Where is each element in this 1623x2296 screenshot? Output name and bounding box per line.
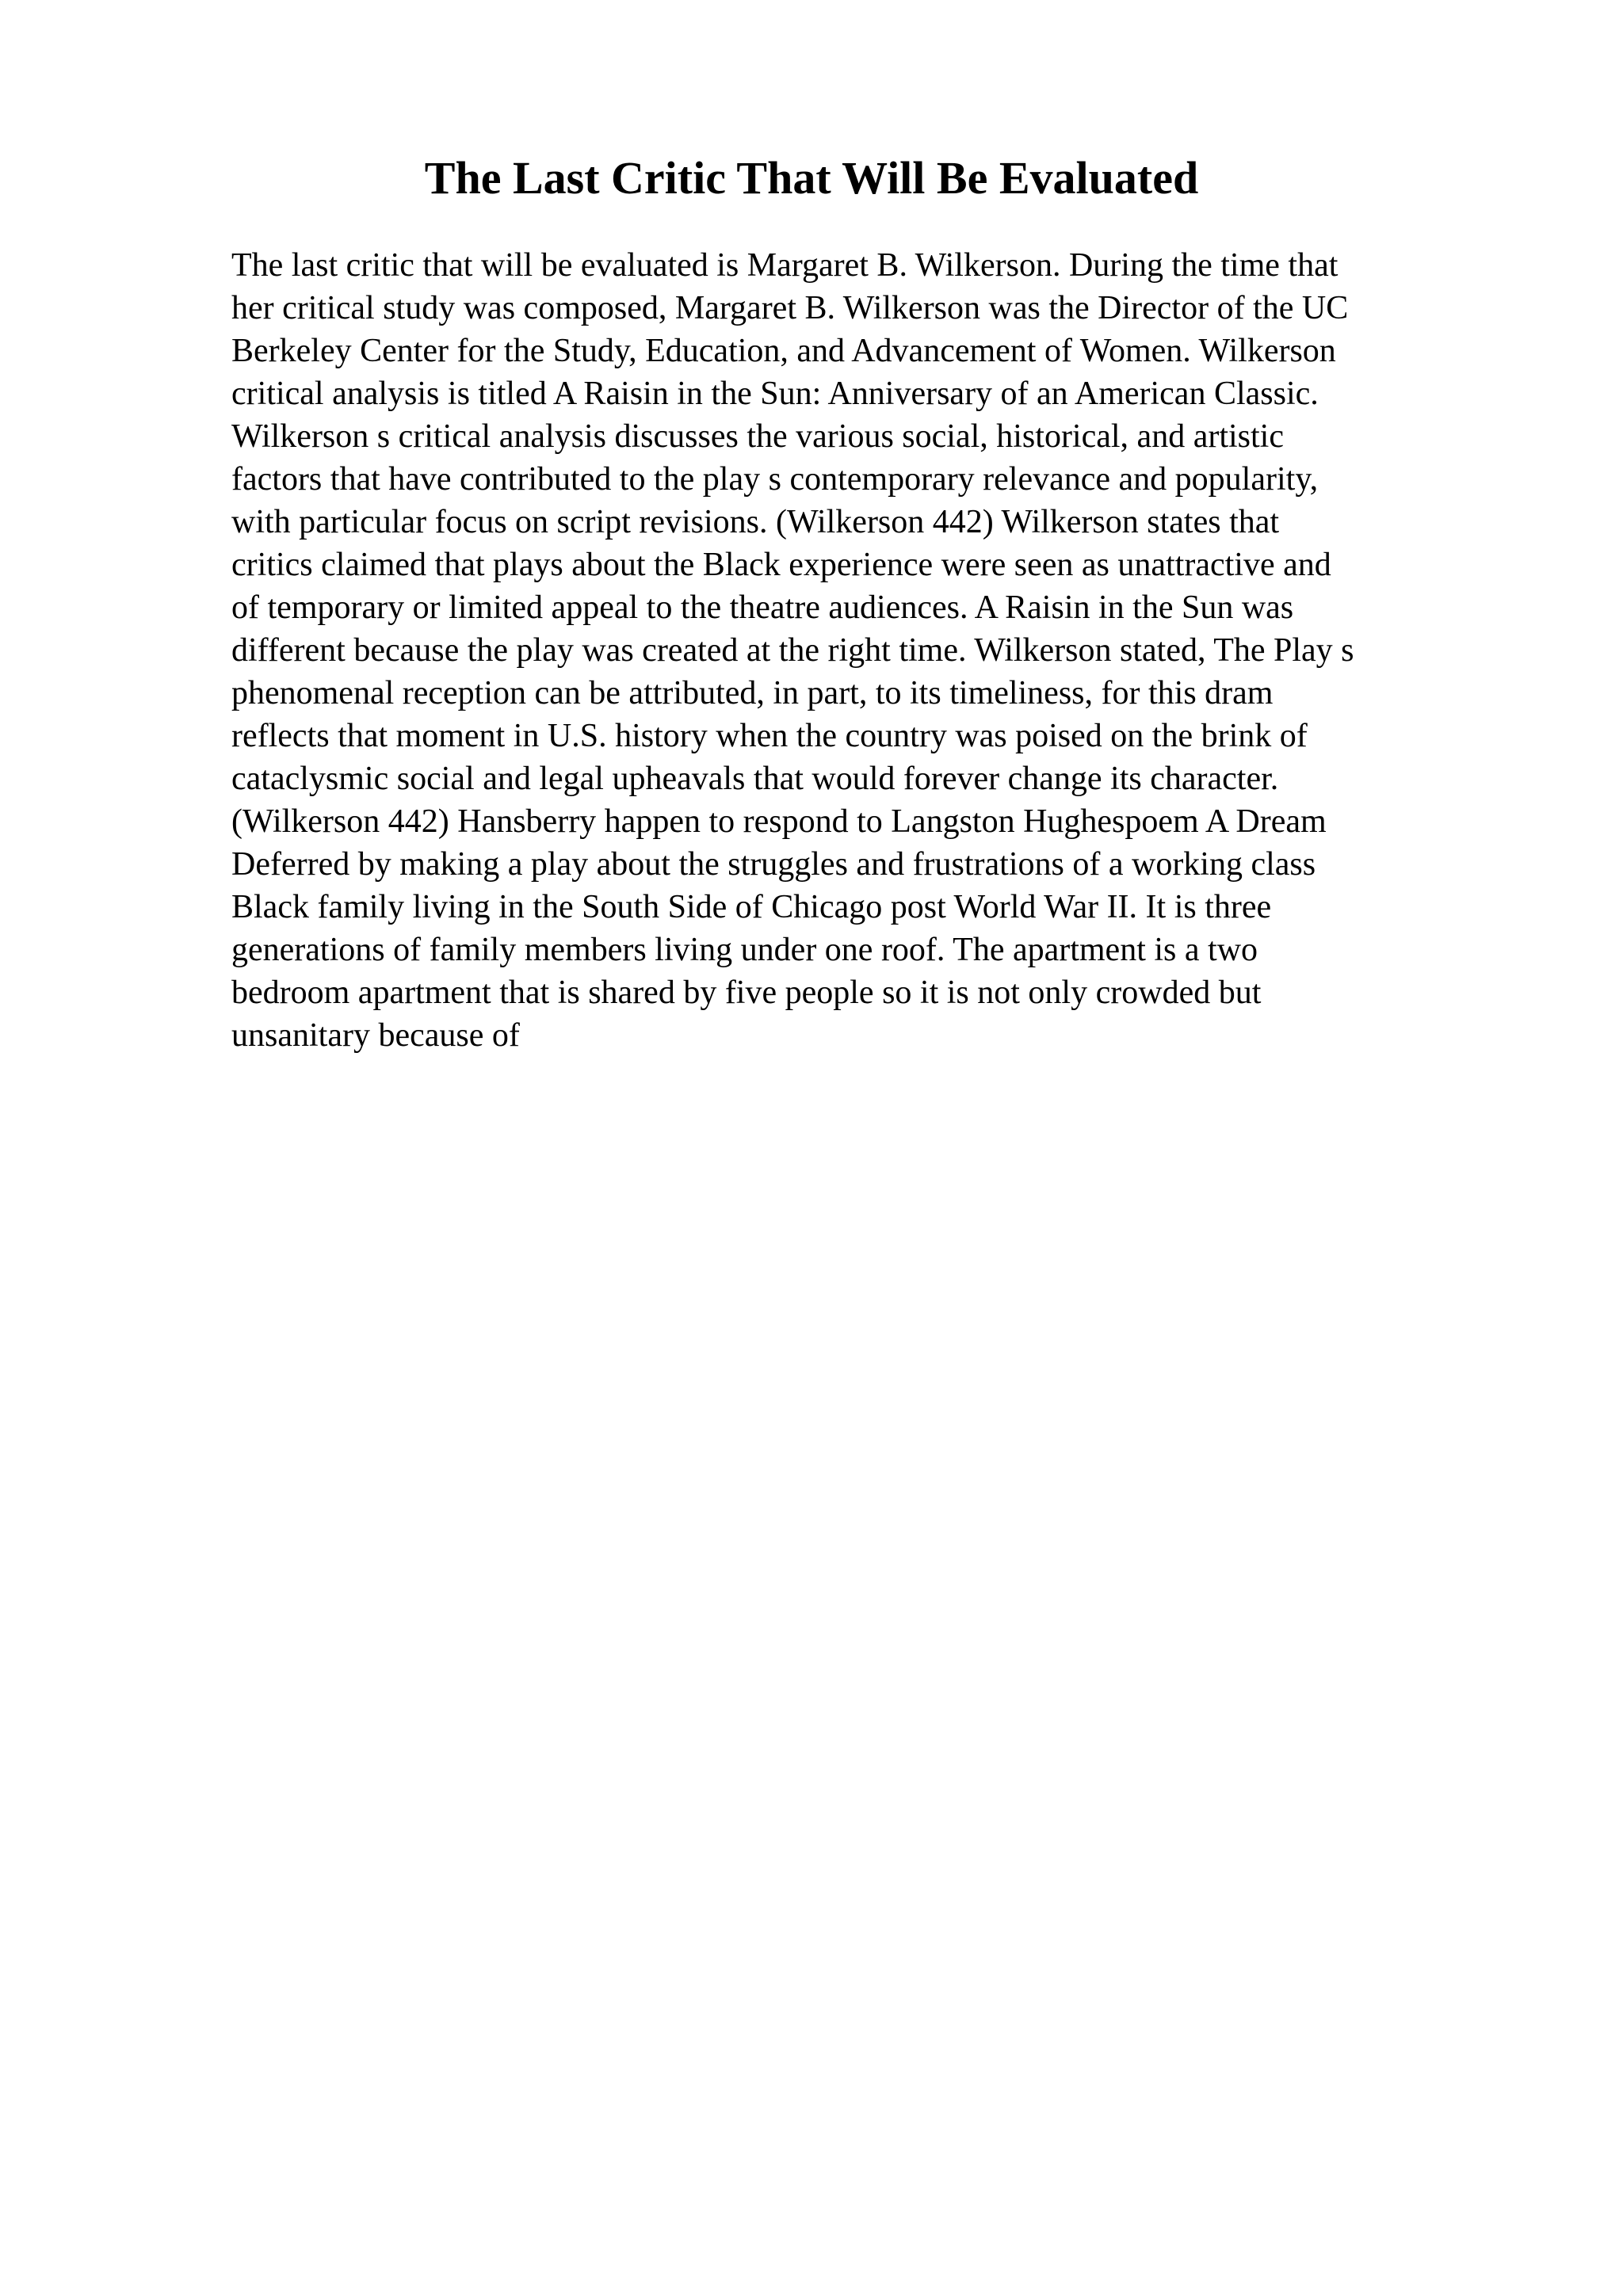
paragraph-line: different because the play was created at the right time. Wilkerson stated, The Play s xyxy=(231,632,1354,669)
paragraph-line: Deferred by making a play about the struggles and frustrations of a working class xyxy=(231,846,1316,883)
paragraph-line: reflects that moment in U.S. history when the country was poised on the brink of xyxy=(231,718,1308,754)
document-title: The Last Critic That Will Be Evaluated xyxy=(424,152,1199,204)
paragraph-line: with particular focus on script revisions. (Wilkerson 442) Wilkerson states that xyxy=(231,504,1280,540)
paragraph-line: cataclysmic social and legal upheavals that would forever change its character. xyxy=(231,761,1279,797)
body-paragraph xyxy=(231,244,1499,1057)
paragraph-line: unsanitary because of xyxy=(231,1017,520,1054)
paragraph-line: generations of family members living under one roof. The apartment is a two xyxy=(231,932,1258,968)
paragraph-line: critical analysis is titled A Raisin in the Sun: Anniversary of an American Classic. xyxy=(231,376,1319,412)
paragraph-line: factors that have contributed to the play s contemporary relevance and popularity, xyxy=(231,461,1319,498)
paragraph-line: Berkeley Center for the Study, Education, and Advancement of Women. Wilkerson xyxy=(231,333,1336,369)
paragraph-line: The last critic that will be evaluated is Margaret B. Wilkerson. During the time that xyxy=(231,247,1338,284)
paragraph-line: Black family living in the South Side of Chicago post World War II. It is three xyxy=(231,889,1272,925)
paragraph-line: bedroom apartment that is shared by five people so it is not only crowded but xyxy=(231,974,1262,1011)
paragraph-line: (Wilkerson 442) Hansberry happen to respond to Langston Hughespoem A Dream xyxy=(231,803,1327,840)
paragraph-line: phenomenal reception can be attributed, in part, to its timeliness, for this dram xyxy=(231,675,1274,711)
paragraph-line: of temporary or limited appeal to the theatre audiences. A Raisin in the Sun was xyxy=(231,589,1294,626)
paragraph-line: critics claimed that plays about the Black experience were seen as unattractive and xyxy=(231,547,1331,583)
paragraph-line: Wilkerson s critical analysis discusses the various social, historical, and artistic xyxy=(231,418,1284,455)
paragraph-line: her critical study was composed, Margaret B. Wilkerson was the Director of the UC xyxy=(231,290,1349,326)
